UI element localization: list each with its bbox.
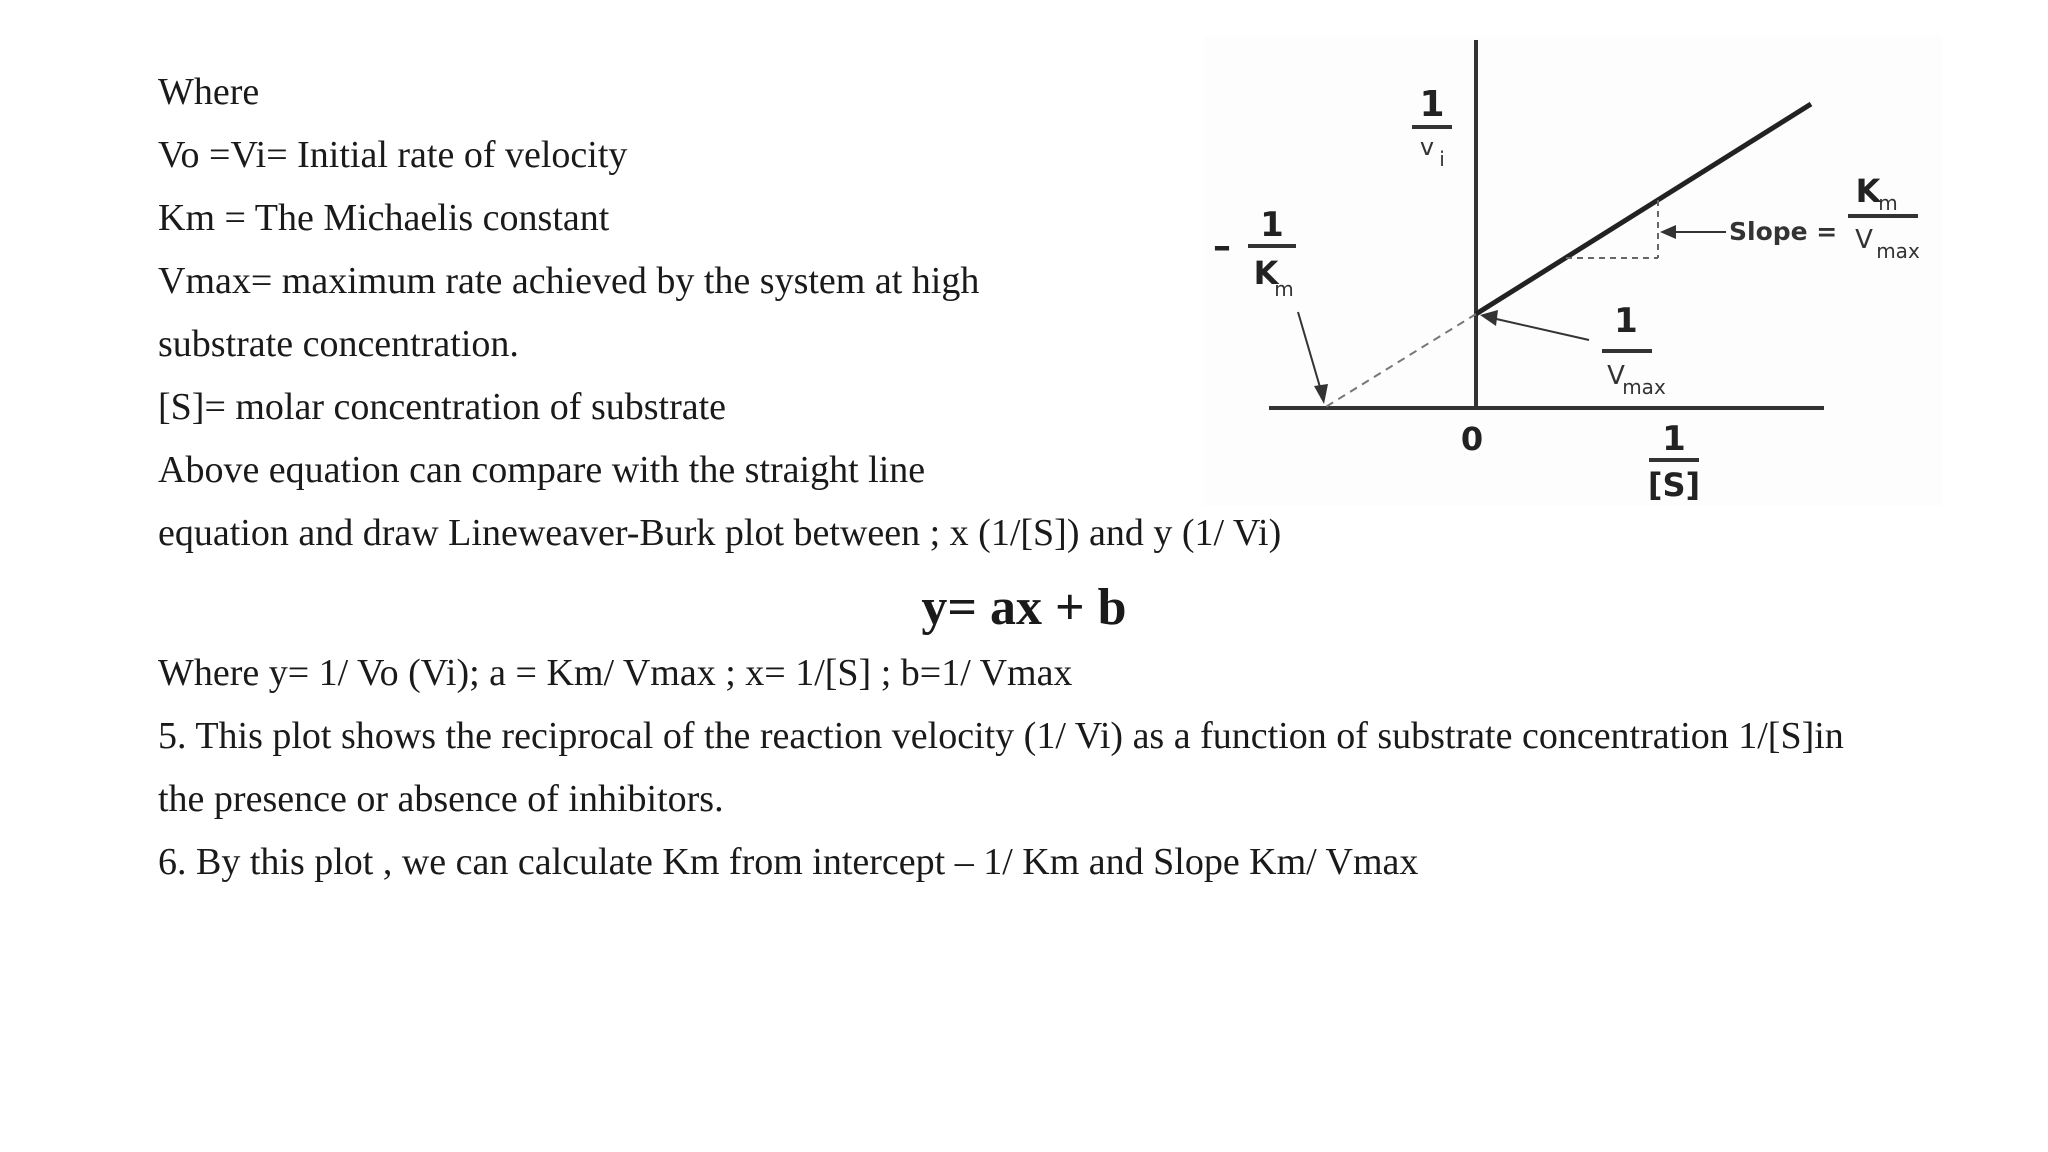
text-line-km-definition: Km = The Michaelis constant	[158, 197, 610, 239]
text-line-compare: Above equation can compare with the straight line	[158, 449, 926, 491]
x-axis-label-numerator: 1	[1662, 419, 1686, 459]
text-line-point-6: 6. By this plot , we can calculate Km from intercept – 1/ Km and Slope Km/ Vmax	[158, 841, 1419, 883]
slope-numerator: K	[1855, 172, 1881, 210]
slope-denominator: V	[1855, 225, 1873, 255]
text-line-where: Where	[158, 71, 260, 113]
y-intercept-numerator: 1	[1614, 301, 1638, 341]
text-line-s-definition: [S]= molar concentration of substrate	[158, 386, 727, 428]
slope-denominator-subscript: max	[1876, 239, 1920, 263]
y-axis-label-numerator: 1	[1419, 84, 1445, 125]
text-line-vmax-continued: substrate concentration.	[158, 323, 519, 365]
plot-background	[1204, 36, 1942, 506]
x-intercept-minus: –	[1213, 226, 1231, 267]
text-line-where-y: Where y= 1/ Vo (Vi); a = Km/ Vmax ; x= 1/[S] ; b=1/ Vmax	[158, 652, 1073, 694]
x-axis-label-denominator: [S]	[1647, 466, 1701, 504]
text-line-point-5-continued: the presence or absence of inhibitors.	[158, 778, 724, 820]
text-line-vmax-definition: Vmax= maximum rate achieved by the system at high	[158, 260, 980, 302]
y-axis-label-subscript: i	[1439, 147, 1445, 171]
slope-label: Slope =	[1729, 217, 1838, 246]
origin-label: 0	[1460, 420, 1484, 458]
x-intercept-numerator: 1	[1260, 205, 1284, 245]
y-intercept-subscript: max	[1622, 375, 1666, 399]
text-line-draw-plot: equation and draw Lineweaver-Burk plot between ; x (1/[S]) and y (1/ Vi)	[158, 512, 1282, 554]
x-intercept-subscript: m	[1274, 277, 1294, 301]
plot-svg	[1204, 36, 1942, 506]
y-intercept-denominator: V	[1607, 361, 1625, 391]
x-intercept-denominator: K	[1253, 254, 1279, 292]
line-equation: y= ax + b	[921, 579, 1127, 636]
text-line-point-5: 5. This plot shows the reciprocal of the reaction velocity (1/ Vi) as a function of substrate concentration 1/[S]in	[158, 715, 1844, 757]
lineweaver-burk-plot	[1204, 36, 1942, 506]
y-axis-label-denominator: v	[1419, 133, 1435, 161]
text-line-vo-definition: Vo =Vi= Initial rate of velocity	[158, 134, 628, 176]
slope-numerator-subscript: m	[1878, 191, 1898, 215]
